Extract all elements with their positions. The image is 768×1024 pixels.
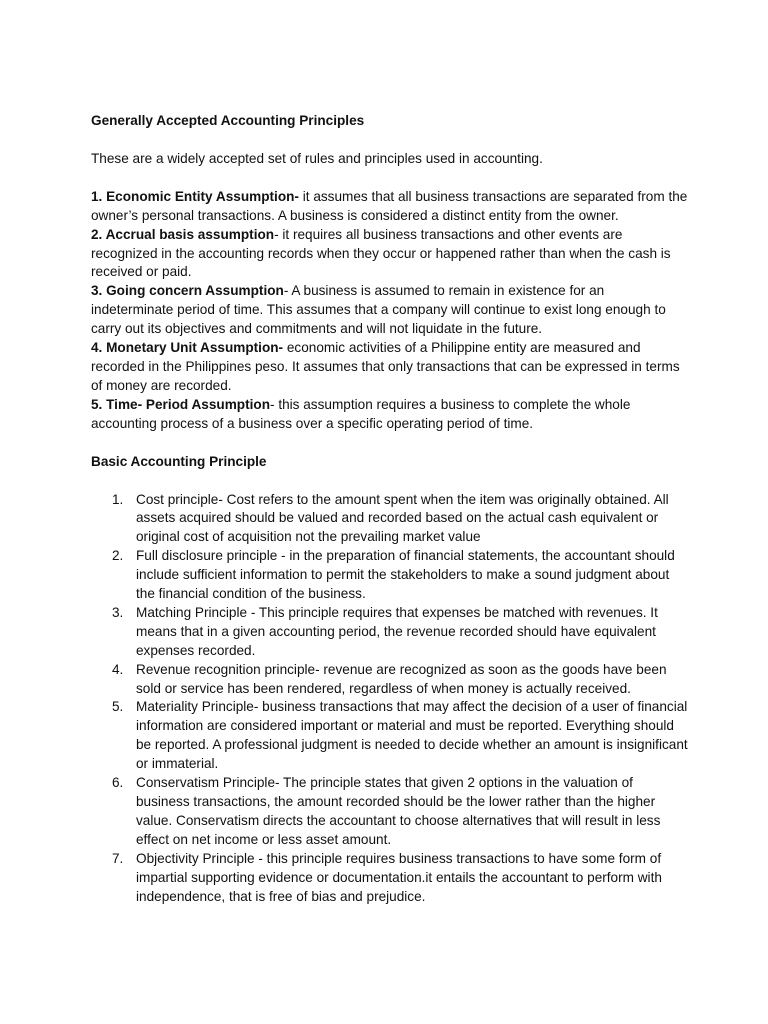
section-title: Basic Accounting Principle <box>91 453 267 469</box>
principle-text: Conservatism Principle- The principle states that given 2 options in the valuation of business transactions, the amount recorded should be the lower rather than the higher value. Conservatism directs the accountant to choose alternatives that will result in less effect on net income or less asset amount. <box>136 775 661 847</box>
principle-text: Matching Principle - This principle requires that expenses be matched with revenues. It means that in a given accounting period, the revenue recorded should have equivalent expenses recorded. <box>136 604 658 658</box>
principle-item <box>91 774 688 850</box>
principle-item <box>91 604 688 661</box>
principle-item <box>91 661 688 699</box>
assumption-label: 4. Monetary Unit Assumption- <box>91 340 284 356</box>
principle-text: Materiality Principle- business transactions that may affect the decision of a user of financial information are considered important or material and must be reported. Everything should be reported. A professional judgment is needed to decide whether an amount is insignificant or immaterial. <box>136 699 688 772</box>
principle-number: 5. <box>112 699 124 715</box>
assumption-item <box>91 188 688 226</box>
assumption-item <box>91 396 688 434</box>
principle-text: Objectivity Principle - this principle requires business transactions to have some form of impartial supporting evidence or documentation.it entails the accountant to perform with independence, that is free of bias and prejudice. <box>136 850 662 904</box>
principle-number: 3. <box>112 604 124 620</box>
principle-text: Revenue recognition principle- revenue are recognized as soon as the goods have been sold or service has been rendered, regardless of when money is actually received. <box>136 661 667 696</box>
principle-number: 4. <box>112 661 124 677</box>
assumption-text: - this assumption requires a business to complete the whole accounting process of a business over a specific operating period of time. <box>91 396 631 431</box>
assumption-text: - A business is assumed to remain in existence for an indeterminate period of time. This assumes that a company will continue to exist long enough to carry out its objectives and commitments and will not liquidate in the future. <box>91 283 666 337</box>
assumption-text: it assumes that all business transactions are separated from the owner’s personal transactions. A business is considered a distinct entity from the owner. <box>91 188 688 223</box>
principle-text: Cost principle- Cost refers to the amount spent when the item was originally obtained. All assets acquired should be valued and recorded based on the actual cash equivalent or original cost of acquisition not the prevailing market value <box>136 491 669 545</box>
assumption-item <box>91 339 688 396</box>
principle-number: 7. <box>112 850 124 866</box>
principle-item <box>91 850 688 907</box>
principle-number: 1. <box>112 491 124 507</box>
assumption-label: 1. Economic Entity Assumption- <box>91 188 299 204</box>
document-title: Generally Accepted Accounting Principles <box>91 113 365 128</box>
principle-number: 2. <box>112 548 124 564</box>
assumption-label: 2. Accrual basis assumption <box>91 226 275 242</box>
intro-paragraph: These are a widely accepted set of rules and principles used in accounting. <box>91 150 543 166</box>
principle-number: 6. <box>112 775 124 791</box>
assumption-text: economic activities of a Philippine entity are measured and recorded in the Philippines peso. It assumes that only transactions that can be expressed in terms of money are recorded. <box>91 340 680 393</box>
assumptions-list <box>91 188 688 434</box>
principle-item <box>91 698 688 774</box>
principle-item <box>91 547 688 604</box>
assumption-label: 3. Going concern Assumption <box>91 283 284 299</box>
assumption-item <box>91 226 688 283</box>
principle-text: Full disclosure principle - in the preparation of financial statements, the accountant should include sufficient information to permit the stakeholders to make a sound judgment about the financial condition of the business. <box>136 548 675 602</box>
assumption-text: - it requires all business transactions and other events are recognized in the accounting records when they occur or happened rather than when the cash is received or paid. <box>91 226 671 280</box>
assumption-item <box>91 282 688 339</box>
assumption-label: 5. Time- Period Assumption <box>91 396 271 412</box>
principles-list <box>91 491 688 907</box>
principle-item <box>91 491 688 548</box>
